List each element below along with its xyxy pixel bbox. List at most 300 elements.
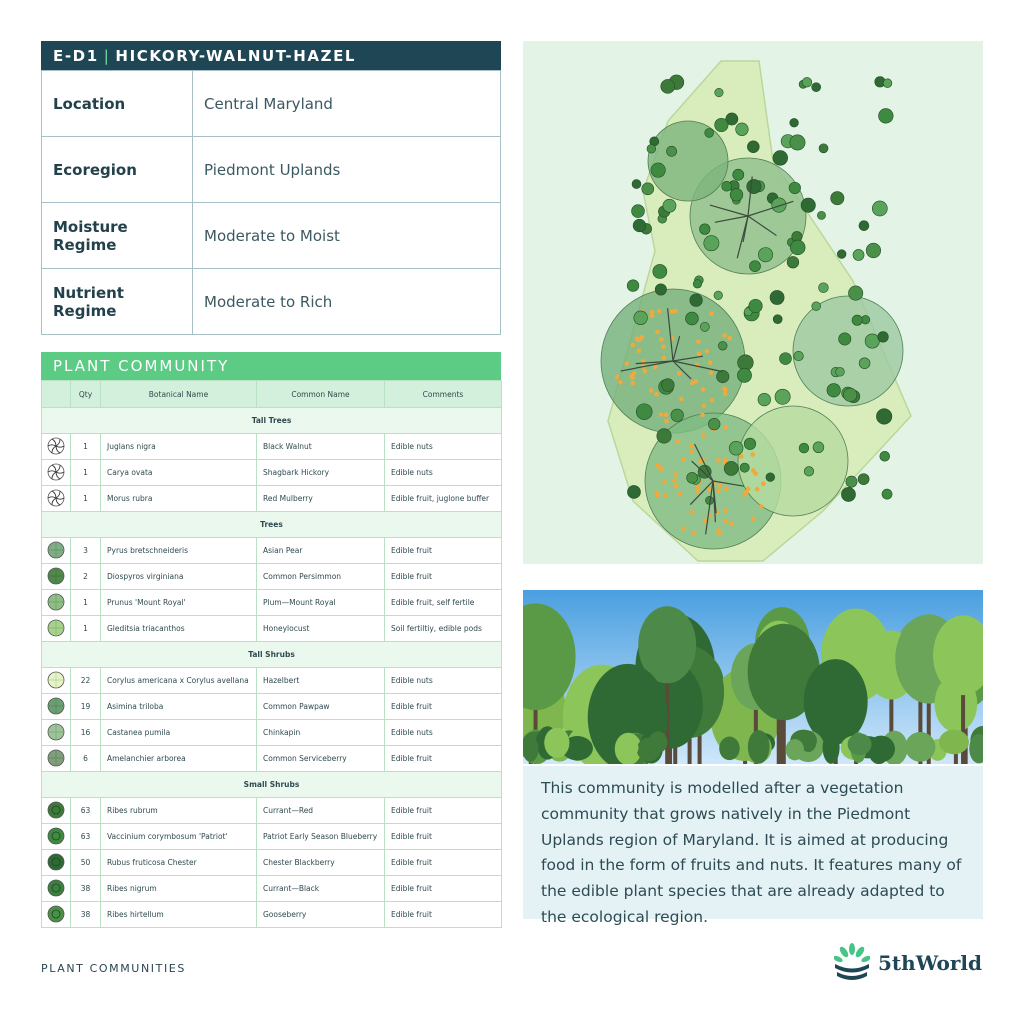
footer-label: PLANT COMMUNITIES bbox=[41, 962, 186, 975]
site-code: E-D1 bbox=[53, 46, 99, 65]
table-row bbox=[42, 694, 502, 720]
comments-column-header: Comments bbox=[385, 381, 502, 408]
plant-qty: 38 bbox=[71, 876, 101, 902]
shrub-canopy bbox=[858, 474, 869, 485]
shrub-canopy bbox=[843, 388, 856, 401]
fruit-dot bbox=[664, 419, 669, 424]
plant-community-title: PLANT COMMUNITY bbox=[41, 352, 501, 380]
plant-comments: Edible fruit bbox=[385, 746, 502, 772]
shrub-canopy bbox=[837, 250, 846, 259]
understory-shrub bbox=[748, 730, 770, 764]
plant-qty: 1 bbox=[71, 590, 101, 616]
fruit-dot bbox=[690, 510, 695, 515]
fruit-dot bbox=[631, 343, 636, 348]
shrub-canopy bbox=[812, 83, 821, 92]
plant-symbol bbox=[42, 590, 71, 616]
section-title: Small Shrubs bbox=[42, 772, 502, 798]
fruit-dot bbox=[677, 371, 682, 376]
fruit-dot bbox=[761, 481, 766, 486]
shrub-icon bbox=[47, 827, 65, 845]
shrub-canopy bbox=[813, 442, 824, 453]
botanical-name: Carya ovata bbox=[101, 460, 257, 486]
canopy-layer bbox=[601, 75, 903, 549]
fruit-dot bbox=[695, 490, 700, 495]
plant-comments: Edible fruit bbox=[385, 694, 502, 720]
shrub-canopy bbox=[758, 247, 772, 261]
fruit-dot bbox=[689, 444, 694, 449]
understory-shrub bbox=[544, 728, 569, 758]
fruit-dot bbox=[750, 452, 755, 457]
botanical-name: Juglans nigra bbox=[101, 434, 257, 460]
fruit-dot bbox=[674, 484, 679, 489]
shrub-canopy bbox=[663, 199, 676, 212]
plant-qty: 1 bbox=[71, 434, 101, 460]
shrub-canopy bbox=[819, 144, 828, 153]
plant-community-table bbox=[41, 380, 502, 928]
plant-comments: Edible fruit bbox=[385, 824, 502, 850]
botanical-name: Pyrus bretschneideris bbox=[101, 538, 257, 564]
common-name: Patriot Early Season Blueberry bbox=[257, 824, 385, 850]
fruit-dot bbox=[637, 348, 642, 353]
planting-plan-drawing bbox=[523, 41, 983, 564]
understory-shrub bbox=[939, 730, 969, 755]
understory-shrub bbox=[848, 733, 872, 755]
plant-symbol bbox=[42, 616, 71, 642]
elevation-drawing bbox=[523, 590, 983, 764]
shrub-canopy bbox=[693, 280, 702, 289]
plant-symbol bbox=[42, 486, 71, 512]
shrub-canopy bbox=[705, 128, 714, 137]
shrub-canopy bbox=[790, 135, 805, 150]
site-info-value: Piedmont Uplands bbox=[193, 137, 501, 203]
table-row bbox=[42, 668, 502, 694]
plant-qty: 63 bbox=[71, 824, 101, 850]
table-row bbox=[42, 850, 502, 876]
shrub-canopy bbox=[642, 183, 654, 195]
title-separator: | bbox=[103, 46, 111, 65]
understory-shrub bbox=[523, 736, 539, 762]
shrub-canopy bbox=[651, 163, 665, 177]
shrub-canopy bbox=[772, 198, 786, 212]
shrub-canopy bbox=[770, 290, 784, 304]
shrub-canopy bbox=[747, 179, 761, 193]
plant-qty: 1 bbox=[71, 460, 101, 486]
fruit-dot bbox=[681, 457, 686, 462]
table-row bbox=[42, 564, 502, 590]
fruit-dot bbox=[709, 311, 714, 316]
fruit-dot bbox=[722, 333, 727, 338]
plant-symbol bbox=[42, 876, 71, 902]
botanical-name: Gleditsia triacanthos bbox=[101, 616, 257, 642]
fruit-dot bbox=[657, 309, 662, 314]
shrub-canopy bbox=[633, 219, 646, 232]
shrub-canopy bbox=[819, 283, 829, 293]
table-row bbox=[42, 460, 502, 486]
shrub-canopy bbox=[883, 79, 892, 88]
table-row bbox=[42, 538, 502, 564]
shrub-canopy bbox=[758, 393, 771, 406]
fruit-dot bbox=[696, 339, 701, 344]
botanical-name: Prunus 'Mount Royal' bbox=[101, 590, 257, 616]
section-row bbox=[42, 642, 502, 668]
fruit-dot bbox=[664, 413, 669, 418]
shrub-canopy bbox=[865, 334, 879, 348]
fruit-dot bbox=[723, 457, 728, 462]
fruit-dot bbox=[672, 478, 677, 483]
fruit-dot bbox=[634, 337, 639, 342]
shrub-canopy bbox=[787, 256, 799, 268]
shrub-canopy bbox=[700, 322, 709, 331]
table-row bbox=[42, 876, 502, 902]
plant-comments: Edible fruit bbox=[385, 902, 502, 928]
common-name: Currant—Red bbox=[257, 798, 385, 824]
shrub-canopy bbox=[749, 261, 760, 272]
fruit-dot bbox=[681, 526, 686, 531]
plant-comments: Edible fruit bbox=[385, 564, 502, 590]
fruit-dot bbox=[670, 309, 675, 314]
shrub-canopy bbox=[790, 118, 799, 127]
plant-comments: Edible nuts bbox=[385, 668, 502, 694]
fruit-dot bbox=[759, 504, 764, 509]
plant-qty: 1 bbox=[71, 486, 101, 512]
shrub-icon bbox=[47, 879, 65, 897]
shrub-canopy bbox=[790, 240, 805, 255]
shrub-icon bbox=[47, 905, 65, 923]
fruit-dot bbox=[659, 337, 664, 342]
fruit-dot bbox=[724, 519, 729, 524]
fruit-dot bbox=[650, 310, 655, 315]
fruit-dot bbox=[662, 479, 667, 484]
fruit-dot bbox=[702, 404, 707, 409]
community-description: This community is modelled after a vegetation community that grows natively in the Piedmont Uplands region of Maryland. It is aimed at producing food in the form of fruits and nuts. It features many of the edible plant species that are already adapted to the ecological region. bbox=[523, 766, 983, 919]
site-name: HICKORY-WALNUT-HAZEL bbox=[115, 46, 357, 65]
fruit-dot bbox=[624, 361, 629, 366]
fruit-dot bbox=[662, 355, 667, 360]
shrub-canopy bbox=[718, 341, 727, 350]
plant-symbol bbox=[42, 798, 71, 824]
shrub-canopy bbox=[773, 151, 788, 166]
shrub-canopy bbox=[717, 370, 729, 382]
canopy-icon bbox=[47, 567, 65, 585]
botanical-name: Castanea pumila bbox=[101, 720, 257, 746]
shrub-canopy bbox=[655, 284, 666, 295]
shrub-canopy bbox=[647, 144, 656, 153]
shrub-canopy bbox=[846, 476, 857, 487]
plant-qty: 38 bbox=[71, 902, 101, 928]
shrub-canopy bbox=[802, 77, 812, 87]
common-name: Red Mulberry bbox=[257, 486, 385, 512]
symbol-column-header bbox=[42, 381, 71, 408]
table-row bbox=[42, 746, 502, 772]
fruit-dot bbox=[678, 492, 683, 497]
shrub-canopy bbox=[799, 443, 809, 453]
fruit-dot bbox=[751, 516, 756, 521]
brand-mark-icon bbox=[834, 943, 870, 983]
fruit-dot bbox=[723, 387, 728, 392]
shrub-canopy bbox=[859, 221, 869, 231]
section-title: Tall Shrubs bbox=[42, 642, 502, 668]
fruit-dot bbox=[654, 491, 659, 496]
shrub-canopy bbox=[708, 418, 720, 430]
fruit-dot bbox=[631, 381, 636, 386]
shrub-canopy bbox=[841, 487, 855, 501]
brand-logo[interactable] bbox=[834, 943, 982, 983]
plant-qty: 16 bbox=[71, 720, 101, 746]
shrub-canopy bbox=[636, 404, 652, 420]
shrub-canopy bbox=[653, 264, 667, 278]
plant-symbol bbox=[42, 694, 71, 720]
shrub-canopy bbox=[704, 236, 719, 251]
shrub-canopy bbox=[687, 472, 698, 483]
understory-shrub bbox=[823, 731, 840, 764]
plant-symbol bbox=[42, 564, 71, 590]
botanical-name: Asimina triloba bbox=[101, 694, 257, 720]
canopy-icon bbox=[47, 671, 65, 689]
plant-comments: Edible nuts bbox=[385, 434, 502, 460]
fruit-dot bbox=[690, 381, 695, 386]
section-row bbox=[42, 512, 502, 538]
table-row bbox=[42, 824, 502, 850]
site-info-label: Nutrient Regime bbox=[42, 269, 193, 335]
fruit-dot bbox=[663, 494, 668, 499]
common-name: Chester Blackberry bbox=[257, 850, 385, 876]
fruit-dot bbox=[655, 463, 660, 468]
shrub-canopy bbox=[634, 311, 648, 325]
table-row bbox=[42, 486, 502, 512]
spoke-icon bbox=[47, 463, 65, 481]
brand-name: 5thWorld bbox=[878, 951, 982, 975]
shrub-canopy bbox=[736, 123, 749, 136]
plant-qty: 50 bbox=[71, 850, 101, 876]
plant-qty: 19 bbox=[71, 694, 101, 720]
fruit-dot bbox=[751, 468, 756, 473]
shrub-canopy bbox=[740, 463, 749, 472]
plant-comments: Edible fruit bbox=[385, 538, 502, 564]
site-info-row bbox=[42, 269, 501, 335]
canopy-icon bbox=[47, 541, 65, 559]
shrub-canopy bbox=[657, 429, 671, 443]
common-name: Plum—Mount Royal bbox=[257, 590, 385, 616]
shrub-canopy bbox=[775, 389, 790, 404]
shrub-canopy bbox=[627, 280, 639, 292]
common-name: Common Persimmon bbox=[257, 564, 385, 590]
understory-shrub bbox=[786, 739, 804, 760]
shrub-canopy bbox=[661, 379, 674, 392]
fruit-dot bbox=[618, 380, 623, 385]
fruit-dot bbox=[696, 485, 701, 490]
site-title-bar bbox=[41, 41, 501, 70]
shrub-canopy bbox=[827, 384, 841, 398]
understory-shrub bbox=[719, 737, 740, 761]
fruit-dot bbox=[716, 458, 721, 463]
plant-comments: Edible fruit bbox=[385, 850, 502, 876]
table-row bbox=[42, 434, 502, 460]
shrub-canopy bbox=[848, 286, 862, 300]
shrub-canopy bbox=[836, 367, 845, 376]
shrub-canopy bbox=[685, 312, 698, 325]
plant-comments: Edible nuts bbox=[385, 720, 502, 746]
fruit-dot bbox=[716, 488, 721, 493]
table-row bbox=[42, 902, 502, 928]
shrub-canopy bbox=[831, 192, 844, 205]
canopy-icon bbox=[47, 697, 65, 715]
fruit-dot bbox=[674, 472, 679, 477]
understory-shrub bbox=[615, 737, 639, 758]
canopy-icon bbox=[47, 593, 65, 611]
shrub-canopy bbox=[804, 467, 813, 476]
shrub-canopy bbox=[661, 79, 675, 93]
section-row bbox=[42, 772, 502, 798]
shrub-canopy bbox=[876, 409, 891, 424]
fruit-dot bbox=[649, 388, 654, 393]
botanical-name: Corylus americana x Corylus avellana bbox=[101, 668, 257, 694]
fruit-dot bbox=[705, 349, 710, 354]
shrub-canopy bbox=[749, 299, 762, 312]
common-name: Chinkapin bbox=[257, 720, 385, 746]
plant-qty: 22 bbox=[71, 668, 101, 694]
shrub-canopy bbox=[729, 441, 743, 455]
shrub-canopy bbox=[866, 243, 881, 258]
botanical-name: Diospyros virginiana bbox=[101, 564, 257, 590]
botanical-column-header: Botanical Name bbox=[101, 381, 257, 408]
shrub-canopy bbox=[667, 146, 677, 156]
plant-qty: 2 bbox=[71, 564, 101, 590]
site-info-row bbox=[42, 203, 501, 269]
canopy-icon bbox=[47, 619, 65, 637]
botanical-name: Morus rubra bbox=[101, 486, 257, 512]
plant-symbol bbox=[42, 434, 71, 460]
shrub-canopy bbox=[715, 118, 728, 131]
plant-symbol bbox=[42, 850, 71, 876]
fruit-dot bbox=[739, 454, 744, 459]
shrub-canopy bbox=[722, 181, 732, 191]
shrub-canopy bbox=[698, 465, 711, 478]
table-row bbox=[42, 720, 502, 746]
botanical-name: Ribes rubrum bbox=[101, 798, 257, 824]
plant-comments: Edible fruit, juglone buffer bbox=[385, 486, 502, 512]
shrub-canopy bbox=[730, 188, 743, 201]
common-name: Common Serviceberry bbox=[257, 746, 385, 772]
understory-shrub bbox=[905, 732, 935, 762]
fruit-dot bbox=[730, 522, 735, 527]
fruit-dot bbox=[643, 369, 648, 374]
shrub-canopy bbox=[789, 182, 801, 194]
shrub-canopy bbox=[817, 211, 825, 219]
fruit-dot bbox=[697, 351, 702, 356]
shrub-canopy bbox=[879, 109, 894, 124]
section-title: Trees bbox=[42, 512, 502, 538]
plant-symbol bbox=[42, 746, 71, 772]
canopy-icon bbox=[47, 749, 65, 767]
fruit-dot bbox=[718, 483, 723, 488]
shrub-canopy bbox=[882, 489, 892, 499]
fruit-dot bbox=[676, 439, 681, 444]
fruit-dot bbox=[701, 433, 706, 438]
common-column-header: Common Name bbox=[257, 381, 385, 408]
shrub-canopy bbox=[880, 451, 890, 461]
fruit-dot bbox=[630, 375, 635, 380]
site-info-value: Moderate to Moist bbox=[193, 203, 501, 269]
plant-qty: 3 bbox=[71, 538, 101, 564]
canopy-icon bbox=[47, 723, 65, 741]
shrub-icon bbox=[47, 801, 65, 819]
fruit-dot bbox=[724, 486, 729, 491]
plant-comments: Edible fruit bbox=[385, 876, 502, 902]
fruit-dot bbox=[709, 370, 714, 375]
common-name: Shagbark Hickory bbox=[257, 460, 385, 486]
shrub-canopy bbox=[737, 368, 751, 382]
common-name: Gooseberry bbox=[257, 902, 385, 928]
plant-comments: Soil fertiltiy, edible pods bbox=[385, 616, 502, 642]
shrub-canopy bbox=[852, 315, 862, 325]
site-info-value: Moderate to Rich bbox=[193, 269, 501, 335]
fruit-dot bbox=[700, 413, 705, 418]
shrub-canopy bbox=[733, 169, 744, 180]
plant-comments: Edible fruit, self fertile bbox=[385, 590, 502, 616]
botanical-name: Ribes hirtellum bbox=[101, 902, 257, 928]
shrub-canopy bbox=[812, 302, 821, 311]
table-row bbox=[42, 590, 502, 616]
plant-symbol bbox=[42, 538, 71, 564]
fruit-dot bbox=[755, 487, 760, 492]
table-header-row bbox=[42, 381, 502, 408]
shrub-canopy bbox=[766, 473, 775, 482]
shrub-canopy bbox=[724, 461, 738, 475]
shrub-canopy bbox=[744, 438, 756, 450]
botanical-name: Rubus fruticosa Chester bbox=[101, 850, 257, 876]
plant-qty: 6 bbox=[71, 746, 101, 772]
shrub-canopy bbox=[872, 201, 887, 216]
shrub-canopy bbox=[671, 409, 684, 422]
plant-qty: 1 bbox=[71, 616, 101, 642]
site-info-label: Moisture Regime bbox=[42, 203, 193, 269]
fruit-dot bbox=[746, 487, 751, 492]
shrub-canopy bbox=[627, 485, 640, 498]
fruit-dot bbox=[692, 531, 697, 536]
fruit-dot bbox=[690, 449, 695, 454]
shrub-canopy bbox=[801, 198, 815, 212]
fruit-dot bbox=[632, 371, 637, 376]
fruit-dot bbox=[723, 392, 728, 397]
shrub-canopy bbox=[794, 351, 804, 361]
plant-comments: Edible fruit bbox=[385, 798, 502, 824]
fruit-dot bbox=[655, 330, 660, 335]
shrub-canopy bbox=[632, 180, 641, 189]
shrub-canopy bbox=[859, 358, 870, 369]
fruit-dot bbox=[716, 528, 721, 533]
shrub-canopy bbox=[780, 353, 792, 365]
section-row bbox=[42, 408, 502, 434]
fruit-dot bbox=[654, 392, 659, 397]
plant-symbol bbox=[42, 460, 71, 486]
plant-symbol bbox=[42, 902, 71, 928]
planting-plan bbox=[523, 41, 983, 564]
qty-column-header: Qty bbox=[71, 381, 101, 408]
spoke-icon bbox=[47, 489, 65, 507]
site-info-row bbox=[42, 71, 501, 137]
shrub-canopy bbox=[632, 205, 645, 218]
shrub-canopy bbox=[853, 249, 864, 260]
fruit-dot bbox=[615, 374, 620, 379]
shrub-canopy bbox=[690, 294, 703, 307]
site-info-row bbox=[42, 137, 501, 203]
fruit-dot bbox=[701, 387, 706, 392]
botanical-name: Vaccinium corymbosum 'Patriot' bbox=[101, 824, 257, 850]
botanical-name: Amelanchier arborea bbox=[101, 746, 257, 772]
table-row bbox=[42, 798, 502, 824]
shrub-canopy bbox=[715, 88, 723, 96]
understory-shrub bbox=[637, 738, 661, 762]
